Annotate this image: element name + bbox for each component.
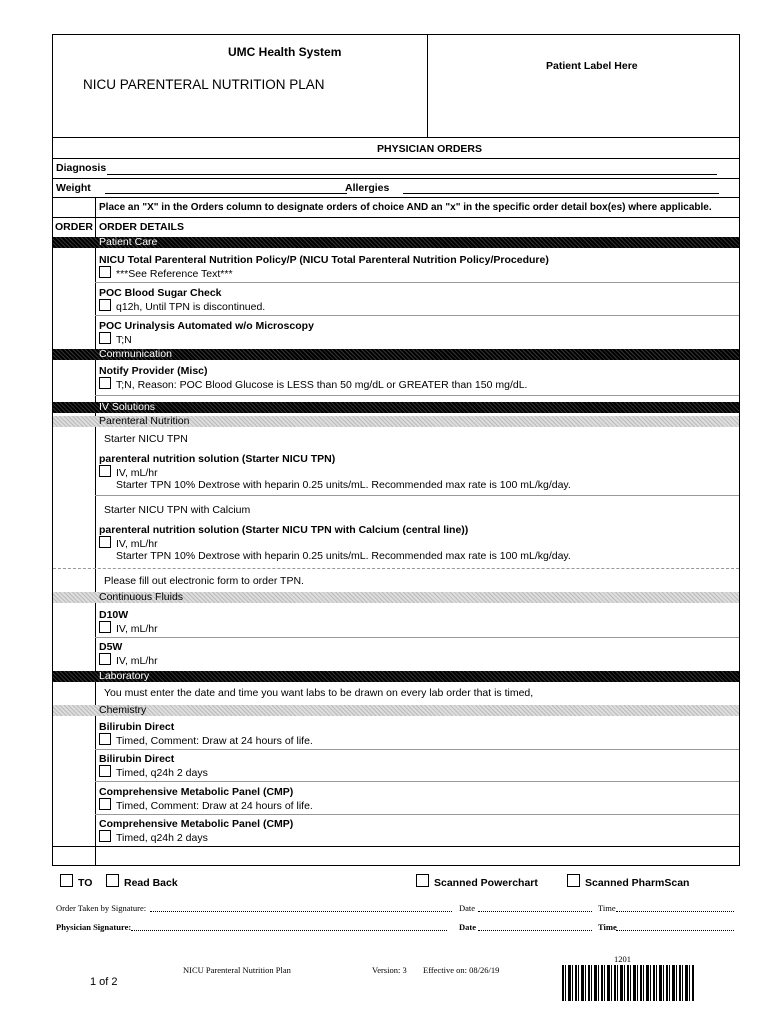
- barcode-icon: [562, 965, 694, 1001]
- starter-ca-option[interactable]: IV, mL/hr: [99, 536, 158, 550]
- order-form: [52, 34, 740, 866]
- allergies-label: Allergies: [345, 182, 390, 194]
- order-taken-time-field[interactable]: [616, 911, 734, 912]
- physician-orders-heading: PHYSICIAN ORDERS: [377, 143, 483, 155]
- org-name: UMC Health System: [228, 45, 342, 59]
- scanned-pharmscan-check[interactable]: Scanned PharmScan: [567, 874, 689, 889]
- checkbox[interactable]: [99, 536, 111, 548]
- checkbox[interactable]: [416, 874, 429, 887]
- section-laboratory: Laboratory: [53, 671, 739, 682]
- header-left: [53, 35, 428, 137]
- d5w-option[interactable]: IV, mL/hr: [99, 653, 158, 667]
- patient-label: Patient Label Here: [546, 60, 638, 72]
- checkbox[interactable]: [99, 377, 111, 389]
- poc-urine-title: POC Urinalysis Automated w/o Microscopy: [99, 320, 314, 332]
- cmp2-option[interactable]: Timed, q24h 2 days: [99, 830, 208, 844]
- order-details-column-header: ORDER DETAILS: [99, 221, 184, 233]
- instructions-text: Place an "X" in the Orders column to designate orders of choice AND an "x" in the specific order detail box(es) where applicable.: [99, 202, 712, 213]
- section-communication: Communication: [53, 349, 739, 360]
- order-column-divider: [95, 197, 96, 865]
- checkbox[interactable]: [106, 874, 119, 887]
- checkbox[interactable]: [60, 874, 73, 887]
- section-iv-solutions: IV Solutions: [53, 402, 739, 413]
- checkbox[interactable]: [99, 653, 111, 665]
- barcode-number: 1201: [614, 954, 631, 964]
- checkbox[interactable]: [99, 798, 111, 810]
- section-patient-care: Patient Care: [53, 237, 739, 248]
- scanned-powerchart-check[interactable]: Scanned Powerchart: [416, 874, 538, 889]
- physician-time-field[interactable]: [616, 930, 734, 931]
- weight-field[interactable]: [105, 193, 347, 194]
- section-parenteral-nutrition: Parenteral Nutrition: [53, 416, 739, 427]
- page-number: 1 of 2: [90, 976, 118, 988]
- starter-option[interactable]: IV, mL/hr: [99, 465, 158, 479]
- starter-title: parenteral nutrition solution (Starter NICU TPN): [99, 453, 336, 465]
- bili2-title: Bilirubin Direct: [99, 753, 175, 765]
- starter-label: Starter NICU TPN: [104, 433, 188, 445]
- checkbox[interactable]: [99, 266, 111, 278]
- checkbox[interactable]: [99, 299, 111, 311]
- section-continuous-fluids: Continuous Fluids: [53, 592, 739, 603]
- footer-effective: Effective on: 08/26/19: [423, 965, 500, 975]
- starter-note: Starter TPN 10% Dextrose with heparin 0.25 units/mL. Recommended max rate is 100 mL/kg/day.: [116, 479, 571, 491]
- footer-version: Version: 3: [372, 965, 407, 975]
- read-back-check[interactable]: Read Back: [106, 874, 178, 889]
- footer-form-name: NICU Parenteral Nutrition Plan: [183, 965, 291, 975]
- physician-signature-label: Physician Signature:: [56, 922, 132, 932]
- physician-signature-field[interactable]: [131, 930, 447, 931]
- bili1-title: Bilirubin Direct: [99, 721, 175, 733]
- poc-urine-option[interactable]: T;N: [99, 332, 132, 346]
- cmp2-title: Comprehensive Metabolic Panel (CMP): [99, 818, 294, 830]
- policy-title: NICU Total Parenteral Nutrition Policy/P (NICU Total Parenteral Nutrition Policy/Procedure): [99, 254, 549, 266]
- electronic-note: Please fill out electronic form to order TPN.: [104, 575, 304, 587]
- order-taken-signature-field[interactable]: [150, 911, 452, 912]
- poc-glucose-title: POC Blood Sugar Check: [99, 287, 222, 299]
- bili1-option[interactable]: Timed, Comment: Draw at 24 hours of life.: [99, 733, 313, 747]
- starter-ca-note: Starter TPN 10% Dextrose with heparin 0.25 units/mL. Recommended max rate is 100 mL/kg/day.: [116, 550, 571, 562]
- physician-time-label: Time: [598, 922, 617, 932]
- cmp1-title: Comprehensive Metabolic Panel (CMP): [99, 786, 294, 798]
- bili2-option[interactable]: Timed, q24h 2 days: [99, 765, 208, 779]
- section-chemistry: Chemistry: [53, 705, 739, 716]
- form-title: NICU PARENTERAL NUTRITION PLAN: [83, 77, 325, 92]
- checkbox[interactable]: [99, 765, 111, 777]
- notify-title: Notify Provider (Misc): [99, 365, 208, 377]
- order-taken-date-field[interactable]: [478, 911, 592, 912]
- physician-date-field[interactable]: [478, 930, 592, 931]
- lab-note: You must enter the date and time you want labs to be drawn on every lab order that is timed,: [104, 687, 534, 699]
- order-column-header: ORDER: [55, 221, 93, 233]
- to-check[interactable]: TO: [60, 874, 92, 889]
- checkbox[interactable]: [99, 733, 111, 745]
- starter-ca-label: Starter NICU TPN with Calcium: [104, 504, 251, 516]
- allergies-field[interactable]: [403, 193, 719, 194]
- checkbox[interactable]: [99, 465, 111, 477]
- starter-ca-title: parenteral nutrition solution (Starter NICU TPN with Calcium (central line)): [99, 524, 469, 536]
- d5w-title: D5W: [99, 641, 123, 653]
- notify-option[interactable]: T;N, Reason: POC Blood Glucose is LESS than 50 mg/dL or GREATER than 150 mg/dL.: [99, 377, 527, 391]
- checkbox[interactable]: [99, 621, 111, 633]
- order-taken-time-label: Time: [598, 903, 616, 913]
- d10w-option[interactable]: IV, mL/hr: [99, 621, 158, 635]
- checkbox[interactable]: [99, 332, 111, 344]
- order-taken-date-label: Date: [459, 903, 476, 913]
- physician-date-label: Date: [459, 922, 476, 932]
- d10w-title: D10W: [99, 609, 129, 621]
- checkbox[interactable]: [99, 830, 111, 842]
- diagnosis-label: Diagnosis: [56, 162, 107, 174]
- checkbox[interactable]: [567, 874, 580, 887]
- order-taken-label: Order Taken by Signature:: [56, 903, 147, 913]
- weight-label: Weight: [56, 182, 91, 194]
- diagnosis-field[interactable]: [107, 174, 717, 175]
- policy-option[interactable]: ***See Reference Text***: [99, 266, 233, 280]
- poc-glucose-option[interactable]: q12h, Until TPN is discontinued.: [99, 299, 265, 313]
- cmp1-option[interactable]: Timed, Comment: Draw at 24 hours of life.: [99, 798, 313, 812]
